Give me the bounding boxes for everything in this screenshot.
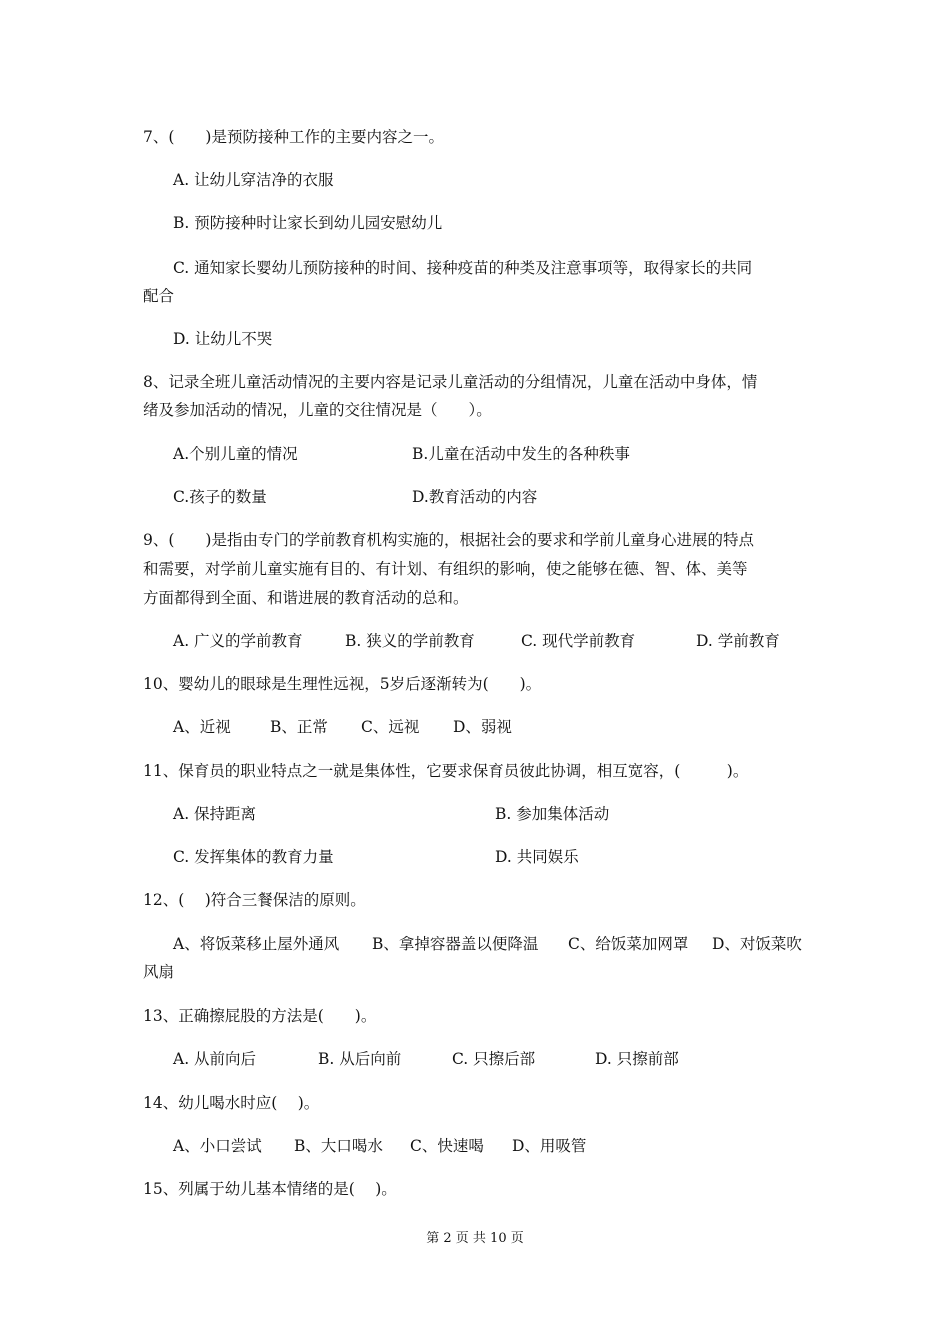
question-15-stem: 15、列属于幼儿基本情绪的是( )。 <box>143 1180 397 1198</box>
question-7-option-c-cont: 配合 <box>143 287 175 305</box>
page-footer: 第 2 页 共 10 页 <box>426 1231 524 1246</box>
question-8-option-b: B.儿童在活动中发生的各种秩事 <box>412 445 630 463</box>
question-14-stem: 14、幼儿喝水时应( )。 <box>143 1094 320 1112</box>
question-8-stem-line-1: 8、记录全班儿童活动情况的主要内容是记录儿童活动的分组情况，儿童在活动中身体，情 <box>143 373 758 391</box>
question-8-option-c: C.孩子的数量 <box>173 488 267 506</box>
question-14-option-c: C、快速喝 <box>410 1137 484 1155</box>
question-7-option-d: D. 让幼儿不哭 <box>173 330 273 348</box>
question-13-option-b: B. 从后向前 <box>318 1050 402 1068</box>
question-13-option-c: C. 只擦后部 <box>452 1050 536 1068</box>
question-7-option-b: B. 预防接种时让家长到幼儿园安慰幼儿 <box>173 214 443 232</box>
question-13-option-a: A. 从前向后 <box>173 1050 257 1068</box>
question-12-stem: 12、( )符合三餐保洁的原则。 <box>143 891 366 909</box>
question-9-option-c: C. 现代学前教育 <box>521 632 636 650</box>
question-8-stem-line-2: 绪及参加活动的情况，儿童的交往情况是（ ）。 <box>143 401 492 419</box>
question-8-option-d: D.教育活动的内容 <box>412 488 538 506</box>
question-10-option-b: B、正常 <box>270 718 328 736</box>
question-10-option-c: C、远视 <box>361 718 420 736</box>
question-12-option-b: B、拿掉容器盖以便降温 <box>372 935 539 953</box>
question-9-stem-line-2: 和需要，对学前儿童实施有目的、有计划、有组织的影响，使之能够在德、智、体、美等 <box>143 560 748 578</box>
question-11-stem: 11、保育员的职业特点之一就是集体性，它要求保育员彼此协调，相互宽容，( )。 <box>143 762 749 780</box>
question-11-option-d: D. 共同娱乐 <box>495 848 579 866</box>
question-13-stem: 13、正确擦屁股的方法是( )。 <box>143 1007 377 1025</box>
question-11-option-a: A. 保持距离 <box>173 805 257 823</box>
question-12-option-d: D、对饭菜吹 <box>712 935 802 953</box>
question-11-option-c: C. 发挥集体的教育力量 <box>173 848 334 866</box>
question-14-option-d: D、用吸管 <box>512 1137 587 1155</box>
question-8-option-a: A.个别儿童的情况 <box>173 445 298 463</box>
question-7-option-a: A. 让幼儿穿洁净的衣服 <box>173 171 334 189</box>
question-11-option-b: B. 参加集体活动 <box>495 805 610 823</box>
question-12-option-d-cont: 风扇 <box>143 963 175 981</box>
question-12-option-c: C、给饭菜加网罩 <box>568 935 689 953</box>
question-13-option-d: D. 只擦前部 <box>595 1050 679 1068</box>
question-9-option-a: A. 广义的学前教育 <box>173 632 303 650</box>
question-7-stem: 7、( )是预防接种工作的主要内容之一。 <box>143 128 444 146</box>
question-14-option-b: B、大口喝水 <box>294 1137 383 1155</box>
question-9-option-d: D. 学前教育 <box>696 632 780 650</box>
question-9-stem-line-1: 9、( )是指由专门的学前教育机构实施的，根据社会的要求和学前儿童身心进展的特点 <box>143 531 754 549</box>
question-7-option-c: C. 通知家长婴幼儿预防接种的时间、接种疫苗的种类及注意事项等，取得家长的共同 <box>173 259 753 277</box>
question-9-option-b: B. 狭义的学前教育 <box>345 632 475 650</box>
question-14-option-a: A、小口尝试 <box>173 1137 262 1155</box>
question-10-option-d: D、弱视 <box>453 718 512 736</box>
question-10-stem: 10、婴幼儿的眼球是生理性远视，5岁后逐渐转为( )。 <box>143 675 542 693</box>
question-12-option-a: A、将饭菜移止屋外通风 <box>173 935 340 953</box>
question-10-option-a: A、近视 <box>173 718 231 736</box>
question-9-stem-line-3: 方面都得到全面、和谐进展的教育活动的总和。 <box>143 589 469 607</box>
